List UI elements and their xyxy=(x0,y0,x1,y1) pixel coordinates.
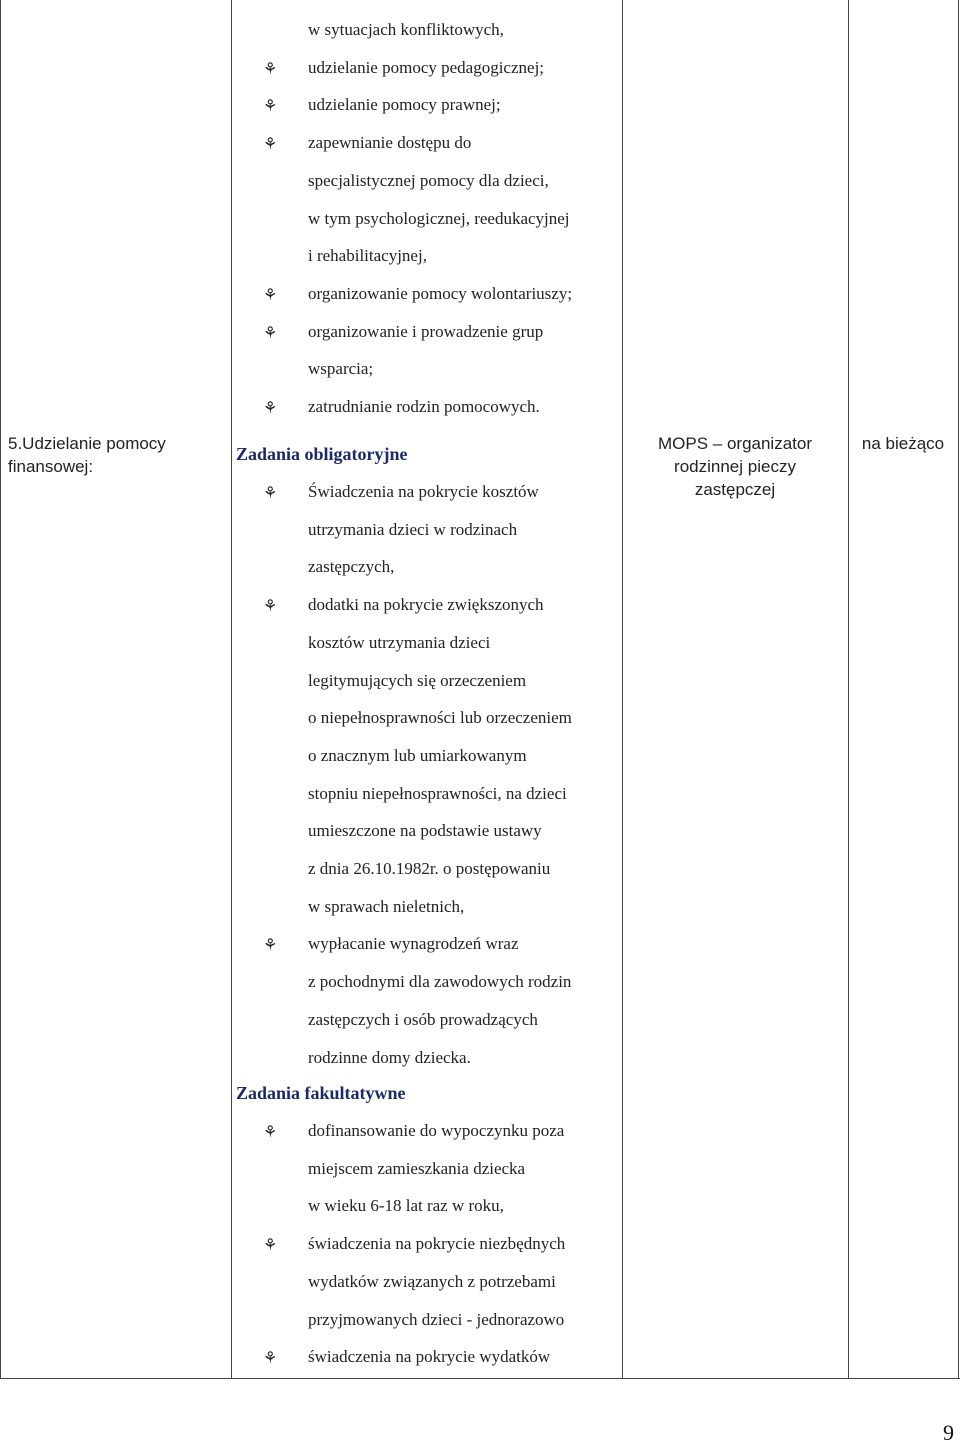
optional-task-line: miejscem zamieszkania dziecka xyxy=(308,1158,526,1178)
support-task-line: organizowanie pomocy wolontariuszy; xyxy=(308,283,573,303)
bullet-icon: ⚘ xyxy=(263,98,278,116)
optional-task-line: świadczenia na pokrycie niezbędnych xyxy=(308,1234,566,1254)
responsible-line2: rodzinnej pieczy xyxy=(674,457,796,476)
row5-responsible xyxy=(622,432,848,501)
responsible-line1: MOPS – organizator xyxy=(657,434,812,453)
obligatory-task-line: z pochodnymi dla zawodowych rodzin xyxy=(308,972,572,992)
obligatory-task-line: dodatki na pokrycie zwiększonych xyxy=(308,595,544,615)
bullet-icon: ⚘ xyxy=(263,1124,278,1141)
heading-obligatory: Zadania obligatoryjne xyxy=(236,444,408,464)
bullet-icon: ⚘ xyxy=(263,286,278,304)
table-border-col3 xyxy=(622,0,623,1379)
row5-label xyxy=(8,432,166,478)
responsible-line3: zastępczej xyxy=(694,480,776,499)
bullet-icon: ⚘ xyxy=(263,1237,278,1255)
optional-task-line: wydatków związanych z potrzebami xyxy=(308,1271,556,1291)
obligatory-task-line: legitymujących się orzeczeniem xyxy=(308,670,527,690)
table-border-col4 xyxy=(848,0,849,1379)
optional-task-line: dofinansowanie do wypoczynku poza xyxy=(308,1121,565,1140)
obligatory-task-line: utrzymania dzieci w rodzinach xyxy=(308,519,518,539)
support-task-line: zapewnianie dostępu do xyxy=(308,133,472,153)
obligatory-task-line: Świadczenia na pokrycie kosztów xyxy=(308,482,539,501)
obligatory-task-line: w sprawach nieletnich, xyxy=(308,896,465,916)
obligatory-task-line: stopniu niepełnosprawności, na dzieci xyxy=(308,783,567,803)
bullet-icon: ⚘ xyxy=(263,136,278,154)
optional-task-line: świadczenia na pokrycie wydatków xyxy=(308,1347,551,1367)
optional-task-line: w wieku 6-18 lat raz w roku, xyxy=(308,1196,504,1216)
bullet-icon: ⚘ xyxy=(263,324,278,342)
table-border-left xyxy=(0,0,1,1379)
support-task-line: wsparcia; xyxy=(308,359,374,379)
support-task-line: w tym psychologicznej, reedukacyjnej xyxy=(308,208,570,228)
bullet-icon: ⚘ xyxy=(263,598,278,616)
obligatory-task-line: umieszczone na podstawie ustawy xyxy=(308,821,542,841)
heading-optional: Zadania fakultatywne xyxy=(236,1083,406,1103)
bullet-icon: ⚘ xyxy=(263,1350,278,1368)
obligatory-task-line: kosztów utrzymania dzieci xyxy=(308,632,491,652)
bullet-icon: ⚘ xyxy=(263,485,278,502)
row5-label-line2: finansowej: xyxy=(8,457,94,476)
row5-label-line1: 5.Udzielanie pomocy xyxy=(8,434,166,453)
bullet-icon: ⚘ xyxy=(263,937,278,955)
support-task-line: w sytuacjach konfliktowych, xyxy=(308,20,504,39)
support-task-line: udzielanie pomocy prawnej; xyxy=(308,95,501,115)
obligatory-task-line: o niepełnosprawności lub orzeczeniem xyxy=(308,708,572,728)
support-task-line: udzielanie pomocy pedagogicznej; xyxy=(308,57,545,77)
obligatory-task-line: rodzinne domy dziecka. xyxy=(308,1047,471,1067)
optional-task-line: przyjmowanych dzieci - jednorazowo xyxy=(308,1309,565,1329)
page-number: 9 xyxy=(943,1420,954,1445)
obligatory-task-line: wypłacanie wynagrodzeń wraz xyxy=(308,934,519,954)
obligatory-task-line: z dnia 26.10.1982r. o postępowaniu xyxy=(308,859,551,878)
support-task-line: i rehabilitacyjnej, xyxy=(308,246,427,266)
table-border-right xyxy=(958,0,959,1379)
support-task-line: specjalistycznej pomocy dla dzieci, xyxy=(308,170,549,190)
obligatory-task-line: zastępczych, xyxy=(308,557,395,577)
support-task-line: organizowanie i prowadzenie grup xyxy=(308,321,544,341)
obligatory-task-line: o znacznym lub umiarkowanym xyxy=(308,745,527,765)
bullet-icon: ⚘ xyxy=(263,400,278,417)
table-border-bottom xyxy=(0,1378,960,1379)
obligatory-task-line: zastępczych i osób prowadzących xyxy=(308,1009,538,1029)
table-border-col2 xyxy=(231,0,232,1379)
bullet-icon: ⚘ xyxy=(263,60,278,78)
support-task-line: zatrudnianie rodzin pomocowych. xyxy=(308,397,540,416)
row5-deadline: na bieżąco xyxy=(861,434,945,453)
